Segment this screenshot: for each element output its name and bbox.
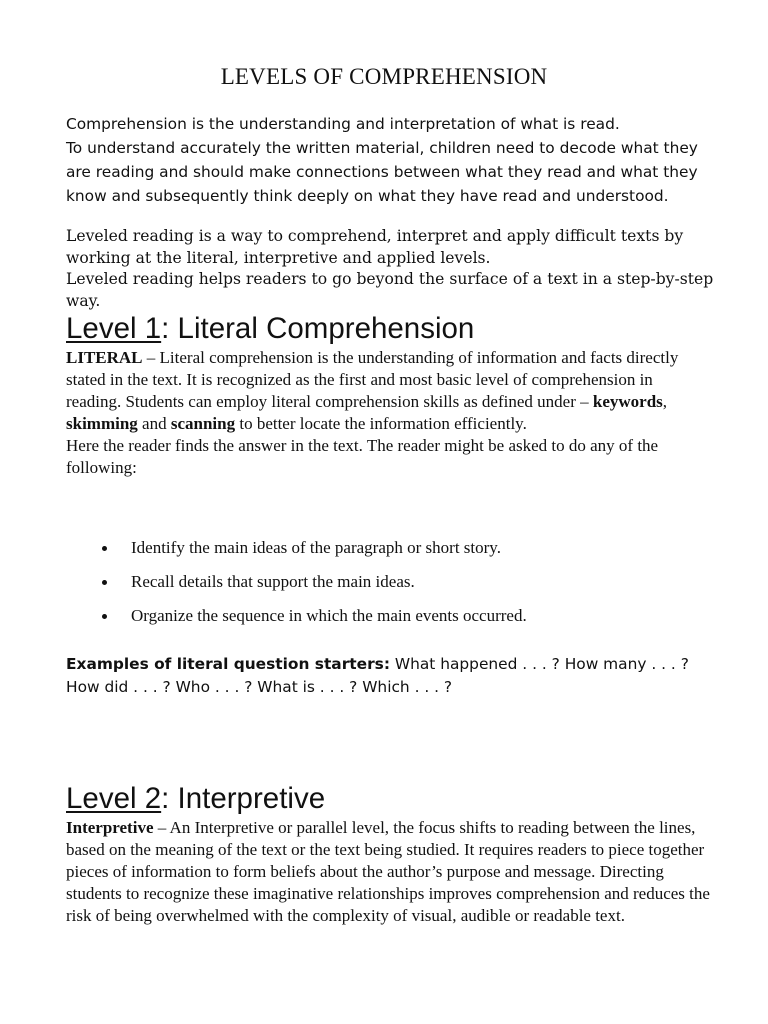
list-item: Recall details that support the main ideas.	[66, 570, 706, 604]
keyword-keywords: keywords	[592, 392, 663, 411]
keyword-scanning: scanning	[170, 414, 236, 433]
document-title: LEVELS OF COMPREHENSION	[220, 64, 548, 89]
level1-paragraph-2: Here the reader finds the answer in the text. The reader might be asked to do any of the following:	[66, 436, 659, 477]
level2-body	[66, 817, 711, 927]
level2-heading	[66, 782, 716, 816]
level1-heading-text: : Literal Comprehension	[161, 312, 475, 345]
separator: and	[137, 414, 171, 433]
bullet-icon	[102, 614, 107, 619]
list-item: Organize the sequence in which the main events occurred.	[66, 604, 706, 638]
intro-sans-block	[66, 112, 716, 208]
level2-term: Interpretive	[66, 818, 154, 837]
level1-heading-number: Level 1	[66, 312, 162, 345]
intro-paragraph: To understand accurately the written material, children need to decode what they are reading and should make connections between what they read and what they know and subsequently think deeply on what they have read and understood.	[66, 139, 698, 205]
level1-def-a: – Literal comprehension is the understanding of information and facts directly stated in the text. It is recognized as the first and most basic level of comprehension in reading. Students can employ literal comprehension skills as defined under –	[66, 348, 679, 411]
level1-definition	[66, 347, 711, 435]
bullet-icon	[102, 546, 107, 551]
level1-def-b: to better locate the information efficiently.	[235, 414, 527, 433]
level2-heading-text: : Interpretive	[161, 782, 326, 815]
separator: ,	[662, 392, 668, 411]
level2-def: – An Interpretive or parallel level, the focus shifts to reading between the lines, based on the meaning of the text or the text being studied. It requires readers to piece together pieces of information to form beliefs about the author’s purpose and message. Directing students to recognize these imaginative relationships improves comprehension and reduces the risk of being overwhelmed with the complexity of visual, audible or readable text.	[66, 818, 710, 925]
level1-term: LITERAL	[66, 348, 143, 367]
list-item: Identify the main ideas of the paragraph or short story.	[66, 536, 706, 570]
intro-serif-block	[66, 226, 716, 312]
level2-heading-number: Level 2	[66, 782, 162, 815]
level1-examples	[66, 653, 716, 699]
examples-label: Examples of literal question starters:	[66, 655, 390, 673]
intro-paragraph: Leveled reading helps readers to go beyond the surface of a text in a step-by-step way.	[66, 270, 714, 310]
intro-paragraph: Comprehension is the understanding and interpretation of what is read.	[66, 115, 620, 133]
level2-definition	[66, 817, 711, 927]
level1-heading	[66, 312, 716, 346]
level1-bullet-list	[66, 536, 706, 638]
keyword-skimming: skimming	[66, 414, 138, 433]
bullet-icon	[102, 580, 107, 585]
level1-body	[66, 347, 711, 479]
intro-paragraph: Leveled reading is a way to comprehend, interpret and apply difficult texts by working at the literal, interpretive and applied levels.	[66, 227, 684, 267]
examples-text: What happened . . . ? How many . . . ? How did . . . ? Who . . . ? What is . . . ? Which . . . ?	[66, 655, 689, 696]
